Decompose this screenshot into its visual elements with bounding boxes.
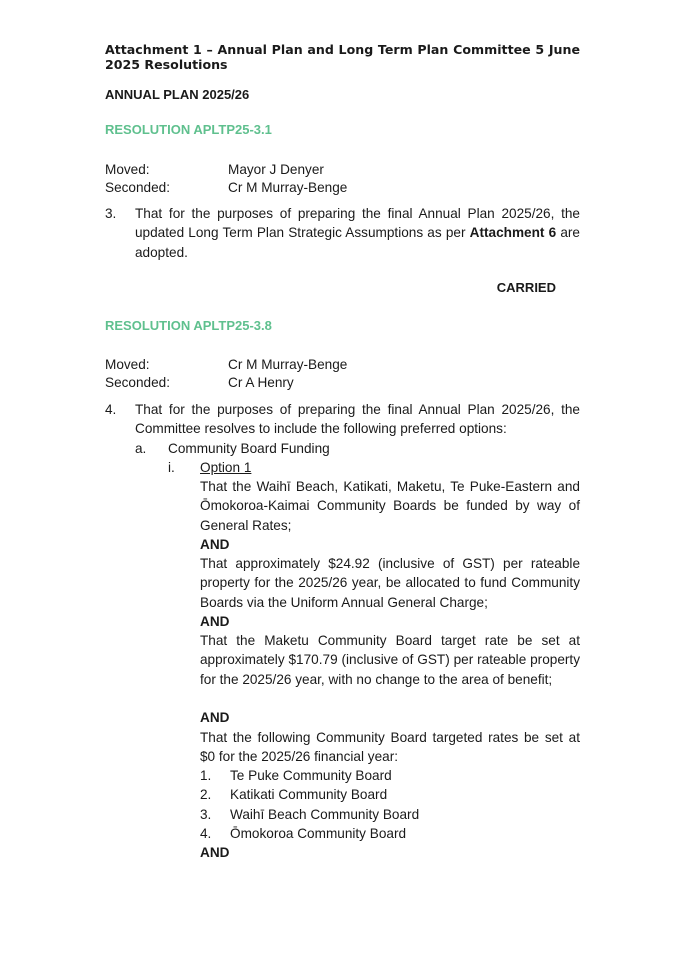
list-number: 4. xyxy=(200,826,212,842)
moved-label: Moved: xyxy=(105,162,150,177)
and-label: AND xyxy=(200,537,230,552)
section-heading: ANNUAL PLAN 2025/26 xyxy=(105,87,250,102)
list-text: Katikati Community Board xyxy=(230,787,388,803)
list-item xyxy=(200,785,419,804)
seconded-value: Cr A Henry xyxy=(228,375,294,390)
option-number: i. xyxy=(168,460,175,475)
text: That for the purposes of preparing the final Annual Plan 2025/26, the updated Long Term Plan Strategic Assumptions as per xyxy=(135,206,580,241)
board-list xyxy=(200,766,419,844)
list-text: Ōmokoroa Community Board xyxy=(230,826,407,842)
list-item xyxy=(200,805,419,824)
paragraph: That approximately $24.92 (inclusive of GST) per rateable property for the 2025/26 year, be allocated to fund Community Boards via the Uniform Annual General Charge; xyxy=(200,556,580,610)
list-text: Te Puke Community Board xyxy=(230,768,392,783)
list-item xyxy=(200,766,419,785)
list-text: Waihī Beach Community Board xyxy=(230,806,420,822)
resolution-text: That for the purposes of preparing the final Annual Plan 2025/26, the Committee resolves to include the following preferred options: xyxy=(135,402,580,437)
sub-number: a. xyxy=(135,441,147,456)
list-number: 3. xyxy=(200,806,212,822)
option-title-text: Option 1 xyxy=(200,460,252,475)
paragraph: That the Maketu Community Board target rate be set at approximately $170.79 (inclusive of GST) per rateable property for the 2025/26 year, with no change to the area of benefit; xyxy=(200,633,580,687)
list-number: 1. xyxy=(200,768,212,783)
resolution-heading: RESOLUTION APLTP25-3.8 xyxy=(105,318,272,333)
and-label: AND xyxy=(200,845,230,860)
moved-value: Cr M Murray-Benge xyxy=(228,357,348,372)
resolution-heading: RESOLUTION APLTP25-3.1 xyxy=(105,122,272,137)
and-label: AND xyxy=(200,710,230,725)
item-number: 3. xyxy=(105,206,117,221)
list-item xyxy=(200,824,419,843)
paragraph: That the Waihī Beach, Katikati, Maketu, Te Puke-Eastern and Ōmokoroa-Kaimai Community Boards be funded by way of General Rates; xyxy=(200,479,580,533)
list-number: 2. xyxy=(200,787,212,803)
seconded-label: Seconded: xyxy=(105,375,171,390)
text: are adopted. xyxy=(135,225,580,260)
and-label: AND xyxy=(200,614,230,629)
option-title xyxy=(200,458,251,477)
carried-status: CARRIED xyxy=(496,280,556,295)
paragraph: That the following Community Board targeted rates be set at $0 for the 2025/26 financial year: xyxy=(200,730,580,765)
sub-title: Community Board Funding xyxy=(168,441,330,456)
item-number: 4. xyxy=(105,402,117,417)
moved-value: Mayor J Denyer xyxy=(228,162,324,177)
seconded-label: Seconded: xyxy=(105,180,171,195)
resolution-text xyxy=(135,204,580,262)
moved-label: Moved: xyxy=(105,357,150,372)
attachment-ref: Attachment 6 xyxy=(469,225,557,241)
seconded-value: Cr M Murray-Benge xyxy=(228,180,348,195)
document-title: Attachment 1 – Annual Plan and Long Term Plan Committee 5 June 2025 Resolutions xyxy=(105,42,580,72)
